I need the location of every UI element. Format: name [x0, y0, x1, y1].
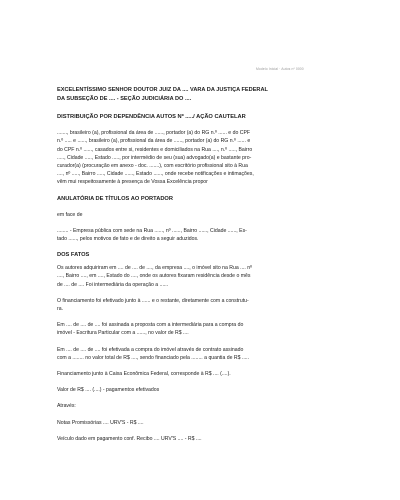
- facts-paragraph: [57, 321, 355, 337]
- parties-paragraph: [57, 129, 355, 186]
- text-line: vêm mui respeitosamente à presença de Vossa Excelência propor: [57, 179, 208, 186]
- text-line: Notas Promissórias .... URV'S - R$ ....: [57, 419, 144, 426]
- text-line: Através:: [57, 403, 76, 410]
- text-line: tado ......, pelos motivos de fato e de direito a seguir aduzidos.: [57, 236, 199, 243]
- distribution-title: DISTRIBUIÇÃO POR DEPENDÊNCIA AUTOS Nº ...../ AÇÃO CAUTELAR: [57, 114, 246, 121]
- facts-paragraph: [57, 346, 355, 362]
- heading-line: DA SUBSEÇÃO DE .... - SEÇÃO JUDICIÁRIA DO ....: [57, 95, 192, 102]
- text-line: ...., Bairro ...., em ...., Estado do ...., onde os autores fixaram residência desde o mês: [57, 273, 251, 280]
- heading-line: EXCELENTÍSSIMO SENHOR DOUTOR JUIZ DA .... VARA DA JUSTIÇA FEDERAL: [57, 87, 268, 93]
- court-heading: [57, 86, 355, 103]
- text-line: n.º ..... e ......, brasileiro (a), profissional da área de ......, portador (a) do RG n.º ...... e: [57, 138, 251, 145]
- text-line: do CPF n.º ......, casados entre si, residentes e domiciliados na Rua ...., n.º ....., Bairro: [57, 146, 253, 153]
- text-line: ........ - Empresa pública com sede na Rua ......, nº ......, Bairro ......, Cidade ......, Es-: [57, 227, 247, 234]
- text-line: ...., nº ....., Bairro ....., Cidade ......, Estado ......, onde recebe notificações e intimações,: [57, 171, 254, 178]
- text-line: ......., brasileiro (a), profissional da área de ......, portador (a) do RG n.º ...... e do CPF: [57, 130, 251, 137]
- text-line: com a ........ no valor total de R$ ...., sendo financiado pela ........ a quantia de R$ .....: [57, 354, 250, 361]
- facts-paragraph: [57, 264, 355, 289]
- text-line: O financiamento foi efetivado junto à ...... e o restante, diretamente com a construtu-: [57, 297, 249, 304]
- text-line: Veículo dado em pagamento conf. Recibo .... URV'S .... - R$ ....: [57, 435, 202, 442]
- text-line: ....., Cidade ....., Estado ....., por intermédio de seu (sua) advogado(a) e bastante pro-: [57, 154, 252, 161]
- header-stamp: Modelo Inicial · Autos nº 0000: [256, 67, 304, 71]
- text-line: Valor de R$ .... (....) - pagamentos efetivados: [57, 387, 160, 394]
- defendant-paragraph: [57, 227, 355, 243]
- text-line: Financiamento junto à Caixa Econômica Federal, corresponde à R$ .... (....).: [57, 371, 231, 378]
- text-line: Em .... de .... de .... foi efetivada a compra do imóvel através de contrato assinado: [57, 346, 244, 353]
- facts-paragraph: [57, 297, 355, 313]
- text-line: de .... de .... Foi intermediária da operação a ......: [57, 281, 169, 288]
- action-title: ANULATÓRIA DE TÍTULOS AO PORTADOR: [57, 195, 173, 202]
- text-line: Os autores adquiriram em .... de .... de ...., da empresa ...., o imóvel sito na Rua .... nº: [57, 265, 253, 272]
- document-body: [57, 86, 355, 443]
- text-line: imóvel - Escritura Particular com a ......, no valor de R$ ....: [57, 330, 189, 337]
- facts-title: DOS FATOS: [57, 252, 90, 259]
- text-line: curador(a) (procuração em anexo - doc. .......), com escritório profissional sito à Rua: [57, 163, 248, 169]
- text-line: Em .... de .... de .... foi assinada a proposta com a intermediária para a compra do: [57, 322, 244, 329]
- against-label: em face de: [57, 211, 83, 218]
- text-line: ra.: [57, 306, 63, 313]
